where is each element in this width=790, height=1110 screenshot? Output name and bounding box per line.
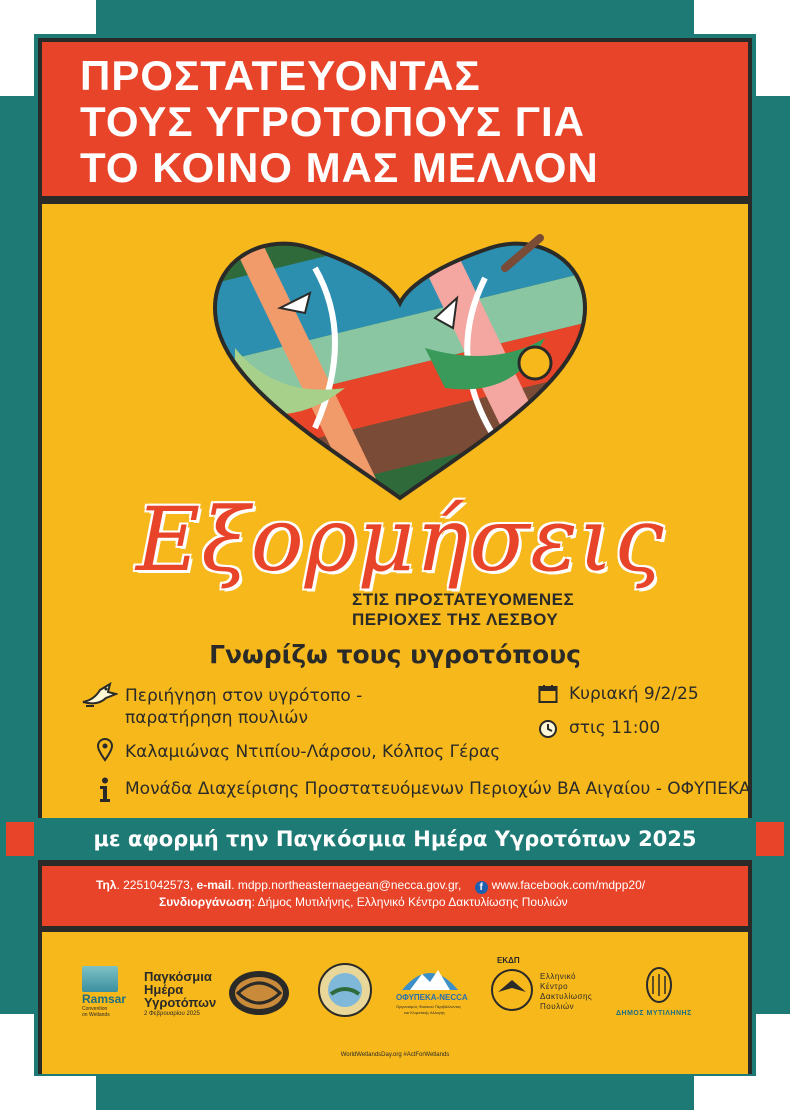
event-time: στις 11:00: [569, 718, 661, 738]
tagline: Γνωρίζω τους υγροτόπους: [209, 640, 581, 669]
headline-subtitle-line-1: ΣΤΙΣ ΠΡΟΣΤΑΤΕΥΟΜΕΝΕΣ: [352, 590, 575, 609]
tel-number: . 2251042573,: [116, 878, 197, 892]
facebook-icon: f: [475, 881, 488, 894]
wwd-line-1: Παγκόσμια: [144, 969, 212, 984]
heart-illustration: [195, 228, 605, 518]
wwd-logo: [144, 970, 216, 1017]
mytilene-emblem-icon: [645, 966, 673, 1004]
calendar-icon: [538, 684, 558, 704]
email-address[interactable]: . mdpp.northeasternaegean@necca.gov.gr,: [231, 878, 462, 892]
title-line-3: ΤΟ ΚΟΙΝΟ ΜΑΣ ΜΕΛΛΟΝ: [80, 144, 599, 191]
ekdp-abbr: ΕΚΔΠ: [497, 956, 520, 965]
clock-icon: [538, 719, 558, 739]
wwd-line-3: Υγροτόπων: [144, 995, 217, 1010]
convention-seal-icon: [317, 962, 373, 1018]
event-location: Καλαμιώνας Ντιπίου-Λάρσου, Κόλπος Γέρας: [125, 742, 501, 762]
activity-line-1: Περιήγηση στον υγρότοπο -: [125, 686, 363, 706]
headline-subtitle: [352, 590, 574, 630]
contact-line-2: [159, 895, 568, 909]
corner-accent: [756, 0, 790, 96]
ekdp-text: [540, 972, 592, 1012]
ekdp-line-3: Δακτυλίωσης: [540, 992, 593, 1001]
corner-accent: [756, 1014, 790, 1110]
bird-icon: [80, 680, 118, 710]
occasion-text: με αφορμή την Παγκόσμια Ημέρα Υγροτόπων 2025: [93, 827, 697, 851]
coorg-names: : Δήμος Μυτιλήνης, Ελληνικό Κέντρο Δακτυλίωσης Πουλιών: [251, 895, 568, 909]
email-label: e-mail: [196, 878, 232, 892]
wwd-emblem-icon: [226, 968, 292, 1018]
location-pin-icon: [96, 738, 114, 762]
ekdp-line-1: Ελληνικό: [540, 972, 576, 981]
ekdp-line-4: Πουλιών: [540, 1002, 575, 1011]
contact-line-1: [96, 878, 645, 894]
title-line-2: ΤΟΥΣ ΥΓΡΟΤΟΠΟΥΣ ΓΙΑ: [80, 98, 585, 145]
ramsar-mark: [82, 966, 118, 992]
ofypeka-logo-icon: [400, 962, 460, 992]
tel-label: Τηλ: [96, 878, 117, 892]
coorg-label: Συνδιοργάνωση: [159, 895, 252, 909]
wwd-date: 2 Φεβρουαρίου 2025: [144, 1011, 200, 1017]
title-line-1: ΠΡΟΣΤΑΤΕΥΟΝΤΑΣ: [80, 52, 481, 99]
activity-line-2: παρατήρηση πουλιών: [125, 708, 308, 728]
wwd-line-2: Ημέρα: [144, 982, 184, 997]
contact-band: [42, 866, 748, 926]
footer-url: WorldWetlandsDay.org #ActForWetlands: [340, 1052, 450, 1058]
corner-accent: [0, 0, 34, 96]
info-icon: [97, 777, 113, 803]
ramsar-logo: [82, 966, 127, 1018]
ofypeka-name: ΟΦΥΠΕΚΑ-NECCA: [396, 993, 468, 1002]
ofypeka-sub-1: Οργανισμός Φυσικού Περιβάλλοντος: [396, 1004, 462, 1009]
facebook-link[interactable]: www.facebook.com/mdpp20/: [491, 878, 646, 892]
ofypeka-sub-2: και Κλιματικής Αλλαγής: [404, 1010, 446, 1015]
ramsar-name: Ramsar: [82, 992, 127, 1006]
mytilene-name: ΔΗΜΟΣ ΜΥΤΙΛΗΝΗΣ: [616, 1010, 692, 1017]
ekdp-emblem-icon: [488, 962, 536, 1014]
corner-accent: [0, 1014, 34, 1110]
event-organizer: Μονάδα Διαχείρισης Προστατευόμενων Περιοχών ΒΑ Αιγαίου - ΟΦΥΠΕΚΑ: [125, 779, 751, 799]
headline-word: Εξορμήσεις: [136, 488, 665, 591]
ramsar-sub-1: Convention: [82, 1006, 108, 1012]
ekdp-line-2: Κέντρο: [540, 982, 569, 991]
ramsar-sub-2: on Wetlands: [82, 1012, 110, 1018]
event-date: Κυριακή 9/2/25: [569, 684, 699, 704]
headline-subtitle-line-2: ΠΕΡΙΟΧΕΣ ΤΗΣ ΛΕΣΒΟΥ: [352, 610, 559, 629]
